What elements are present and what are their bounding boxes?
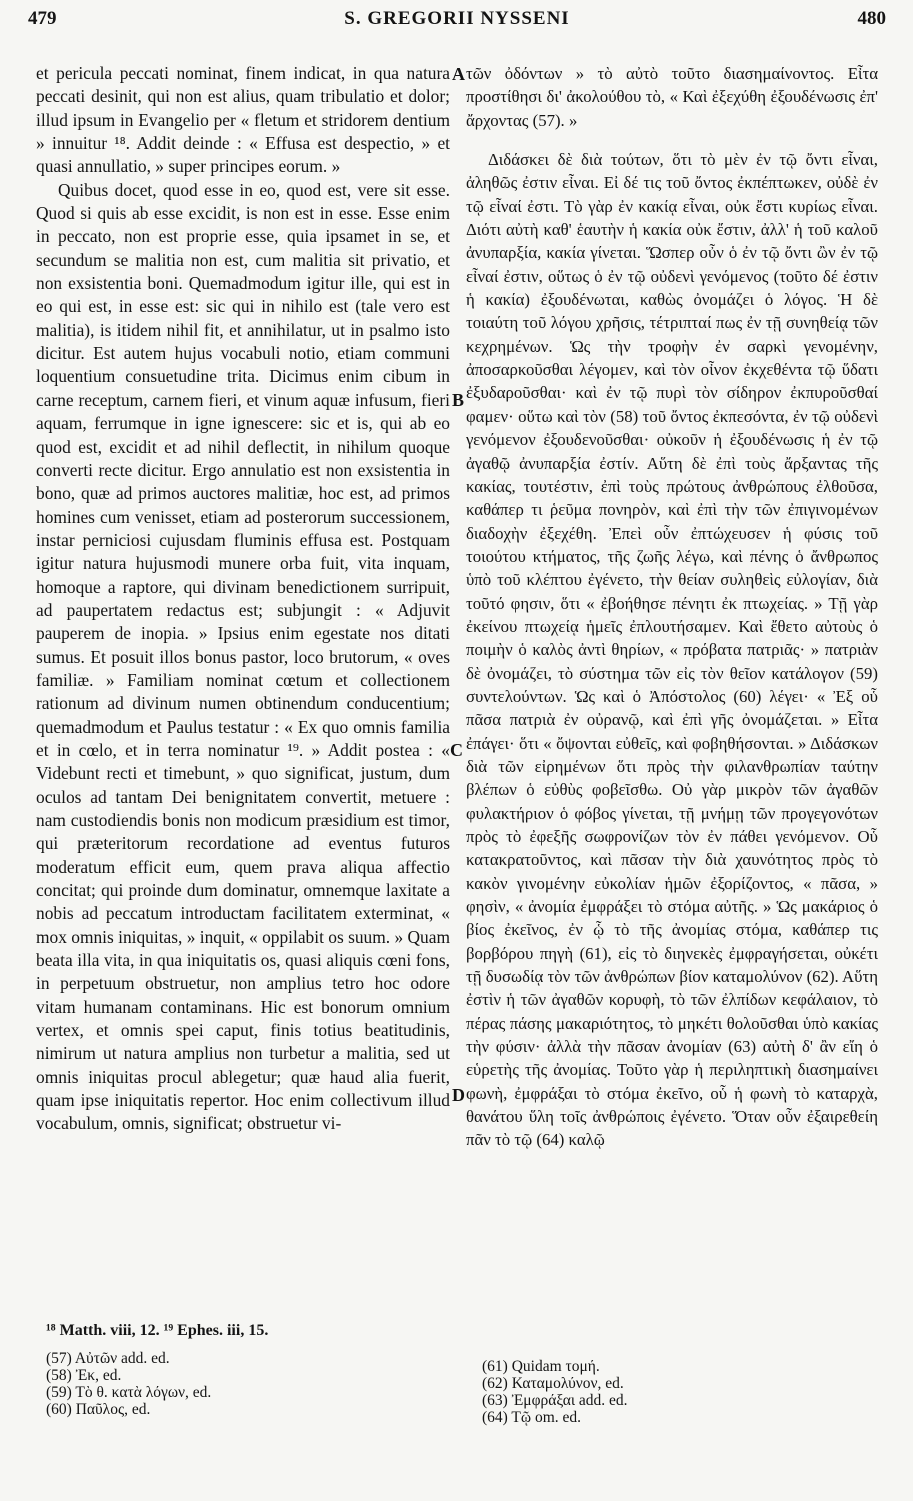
latin-paragraph: Quibus docet, quod esse in eo, quod est, vere sit esse. Quod si quis ab esse excidit, is non est in esse. Esse enim in peccato, non est proprie esse, quia ipsamet in se, et secundum se malitia non est, cum malitia sit privatio, et non exsistentia boni. Quemadmodum igitur ille, qui est in eo qui est, in esse est: sic qui in nihilo est (tale vero est malitia), is itidem nihil fit, et annihilatur, ut in psalmo isto dicitur. Est autem hujus vocabuli notio, etiam communi loquentium consuetudine trita. Dicimus enim cibum in carne receptum, carnem fieri, et vinum aquæ infusum, fieri aquam, ferrumque in igne ignescere: sic et is, qui ab eo quod est, excidit et ad nihil deflectit, in nihilum quoque converti recte dicitur. Ergo annulatio est non exsistentia in bono, quæ ad primos auctores malitiæ, hoc est, ad primos homines cum venisset, etiam ad posterorum successionem, instar perniciosi cujusdam fluminis effusa est. Postquam igitur natura hujusmodi munere orba fuit, vita inquam, homoque a raptore, qui divinam benedictionem surripuit, ad paupertatem redactus est; subjungit : « Adjuvit pauperem de inopia. » Ipsius enim egestate nos ditati sumus. Et posuit illos bonus pastor, loco brutorum, « oves familiæ. » Familiam nominat cœtum et collectionem rationum ad divinum numen obtinendum conducentium; quemadmodum et Paulus testatur : « Ex quo omnis familia et in cœlo, et in terra nominatur ¹⁹. » Addit postea : « Videbunt recti et timebunt, » quo significat, justum, dum oculos ad tantam Dei benignitatem convertit, metuere : nam custodiendis bonis non modicum præsidium est timor, qui præteritorum recordatione ad eventus futuros moderatum efficit eum, quem prava aliqua affectio concitat; qui proinde dum dominatur, omnemque laxitate a nobis ad peccatum introductam facilitatem exterminat, « mox omnis iniquitas, » inquit, « oppilabit os suum. » Quam beata illa vita, in qua iniquitatis os, quasi aliquis cœni fons, in perpetuum obstruetur, non amplius tetro hoc odore vitam humanam contaminans. Hic est bonorum omnium vertex, et omnis spei caput, finis totius beatitudinis, nimirum ut natura amplius non turbetur a malitia, sed ut omnis iniquitas procul ablegetur; quæ haud alia fuerit, quam ipse iniquitatis repertor. Hoc enim collectivum illud vocabulum, omnis, significat; obstruetur vi- — [36, 179, 450, 1134]
critical-notes-left — [46, 1350, 211, 1418]
margin-letter-a: A — [452, 64, 465, 84]
latin-paragraph: et pericula peccati nominat, finem indicat, in qua natura peccati desinit, qui non est alius, quam tribulatio et dolor; illud ipsum in Evangelio per « fletum et stridorem dentium » innuitur ¹⁸. Addit deinde : « Effusa est despectio, » et quasi annullatio, » super principes eorum. » — [36, 63, 450, 177]
critical-note: (61) Quidam τομή. — [482, 1358, 600, 1375]
margin-letter-d: D — [452, 1085, 465, 1105]
critical-notes-right — [482, 1358, 628, 1426]
right-page-number: 480 — [857, 8, 886, 29]
critical-note: (60) Παῦλος, ed. — [46, 1401, 151, 1418]
margin-letter-c: C — [450, 740, 463, 760]
running-title: S. GREGORII NYSSENI — [344, 8, 570, 29]
page-header — [28, 8, 886, 36]
margin-letter-b: B — [452, 390, 465, 410]
critical-note: (62) Καταμολύνον, ed. — [482, 1375, 624, 1392]
critical-note: (59) Τὸ θ. κατὰ λόγων, ed. — [46, 1384, 212, 1401]
critical-note: (64) Τῷ om. ed. — [482, 1409, 582, 1426]
critical-note: (58) Ἐκ, ed. — [46, 1367, 122, 1384]
latin-footnotes: ¹⁸ Matth. viii, 12. ¹⁹ Ephes. iii, 15. — [46, 1322, 269, 1339]
greek-paragraph: τῶν ὀδόντων » τὸ αὐτὸ τοῦτο διασημαίνοντος. Εἶτα προστίθησι δι' ἀκολούθου τὸ, « Καὶ ἐξεχύθη ἐξουδένωσις ἐπ' ἄρχοντας (57). » — [466, 64, 878, 130]
greek-column — [466, 62, 878, 1152]
critical-note: (57) Αὐτῶν add. ed. — [46, 1350, 170, 1367]
greek-paragraph: Διδάσκει δὲ διὰ τούτων, ὅτι τὸ μὲν ἐν τῷ ὄντι εἶναι, ἀληθῶς ἐστιν εἶναι. Εἰ δέ τις τοῦ ὄντος ἐκπέπτωκεν, οὐδὲ ἐν τῷ εἶναί ἐστι. Τὸ γὰρ ἐν κακίᾳ εἶναι, οὐκ ἔστι κυρίως εἶναι. Διότι αὐτὴ καθ' ἑαυτὴν ἡ κακία οὐκ ἔστιν, ἀλλ' ἡ τοῦ καλοῦ ἀνυπαρξία, κακία γίνεται. Ὥσπερ οὖν ὁ ἐν τῷ ὄντι ὢν ἐν τῷ εἶναί ἐστιν, οὕτως ὁ ἐν τῷ οὐδενὶ γενόμενος (τοῦτο δέ ἐστιν ἡ κακία) ἐξουδένωται, καθὼς ὀνομάζει ὁ λόγος. Ἡ δὲ τοιαύτη τοῦ λόγου χρῆσις, τέτριπταί πως ἐν τῇ συνηθείᾳ τῶν κεχρημένων. Ὡς τὴν τροφὴν ἐν σαρκὶ γενομένην, ἀποσαρκοῦσθαι λέγομεν, καὶ τὸν οἶνον ἐκχεθέντα τῷ ὕδατι ἐξυδαροῦσθαι· καὶ ἐν τῷ πυρὶ τὸν σίδηρον ἐκπυροῦσθαί φαμεν· οὕτω καὶ τὸν (58) τοῦ ὄντος ἐκπεσόντα, ἐν τῷ οὐδενὶ γενόμενον ἐξουδενοῦσθαι· οὐκοῦν ἡ ἐξουδένωσις ἡ ἐν τῷ ἀγαθῷ ἀνυπαρξία ἐστίν. Αὕτη δὲ ἐπὶ τοὺς ἄρξαντας τῆς κακίας, τουτέστιν, ἐπὶ τοὺς πρώτους ἀνθρώπους ἐλθοῦσα, καθάπερ τι ῥεῦμα πονηρὸν, καὶ ἐπὶ τὴν τῶν ἐπιγινομένων διαδοχὴν ἐξεχέθη. Ἐπεὶ οὖν ἐπτώχευσεν ἡ φύσις τοῦ τοιούτου κτήματος, τῆς ζωῆς λέγω, καὶ πένης ὁ ἄνθρωπος ὑπὸ τοῦ κλέπτου ἐγένετο, τὴν θείαν συληθεὶς εὐλογίαν, διὰ τοῦτό φησιν, ὅτι « ἐβοήθησε πένητι ἐκ πτωχείας. » Τῇ γὰρ ἐκείνου πτωχείᾳ ἡμεῖς ἐπλουτήσαμεν. Καὶ ἔθετο αὐτοὺς ὁ ποιμὴν ὁ καλὸς ἀντὶ θηρίων, « πρόβατα πατριᾶς· » πατριὰν δὲ ὀνομάζει, τὸ σύστημα τῶν εἰς τὸν θεῖον κατάλογον (59) συντελούντων. Ὡς καὶ ὁ Ἀπόστολος (60) λέγει· « Ἐξ οὗ πᾶσα πατριὰ ἐν οὐρανῷ, καὶ ἐπὶ γῆς ὀνομάζεται. » Εἶτα ἐπάγει· ὅτι « ὄψονται εὐθεῖς, καὶ φοβηθήσονται. » Διδάσκων διὰ τῶν εἰρημένων ὅτι πρὸς τὴν φιλανθρωπίαν ταύτην βλέπων ὁ εὐθὺς φοβεῖσθω. Οὐ γὰρ μικρὸν τῶν ἀγαθῶν φυλακτήριον ὁ φόβος γίνεται, τῇ μνήμῃ τῶν προγεγονότων πρὸς τὸ ἐφεξῆς σωφρονίζων τὸν ἐν πάθει γενόμενον. Οὗ κατακρατοῦντος, καὶ πᾶσαν τὴν διὰ χαυνότητος πρὸς τὸ κακὸν γινομένην εὐκολίαν ἡμῶν ἐξορίζοντος, « πᾶσα, » φησὶν, « ἀνομία ἐμφράξει τὸ στόμα αὐτῆς. » Ὡς μακάριος ὁ βίος ἐκεῖνος, ἐν ᾧ τὸ τῆς ἀνομίας στόμα, καθάπερ τις βορβόρου πηγὴ (61), εἰς τὸ διηνεκὲς ἐμφραγήσεται, οὐκέτι τῇ δυσωδίᾳ τὸν τῶν ἀνθρώπων βίον καταμολύνον (62). Αὕτη ἐστὶν ἡ τῶν ἀγαθῶν κορυφὴ, τὸ τῶν ἐλπίδων κεφάλαιον, τὸ πέρας πάσης μακαριότητος, τὸ μηκέτι θολοῦσθαι ὑπὸ κακίας τὴν φύσιν· ἀλλὰ τὴν πᾶσαν ἀνομίαν (63) αὐτὴ δ' ἂν εἴη ὁ εὑρετὴς τῆς ἀνομίας. Τοῦτο γὰρ ἡ περιληπτικὴ διασημαίνει φωνὴ, ἐμφράξαι τὸ στόμα ἐκεῖνο, οὗ ἡ φωνὴ τὸ καταρχὰ, θανάτου ὕλη τοῖς ἀνθρώποις ἐγένετο. Ὅταν οὖν ἐξαιρεθείη πᾶν τὸ τῷ (64) καλῷ — [466, 150, 878, 1150]
left-page-number: 479 — [28, 8, 57, 29]
critical-note: (63) Ἐμφράξαι add. ed. — [482, 1392, 628, 1409]
latin-column — [36, 62, 450, 1136]
